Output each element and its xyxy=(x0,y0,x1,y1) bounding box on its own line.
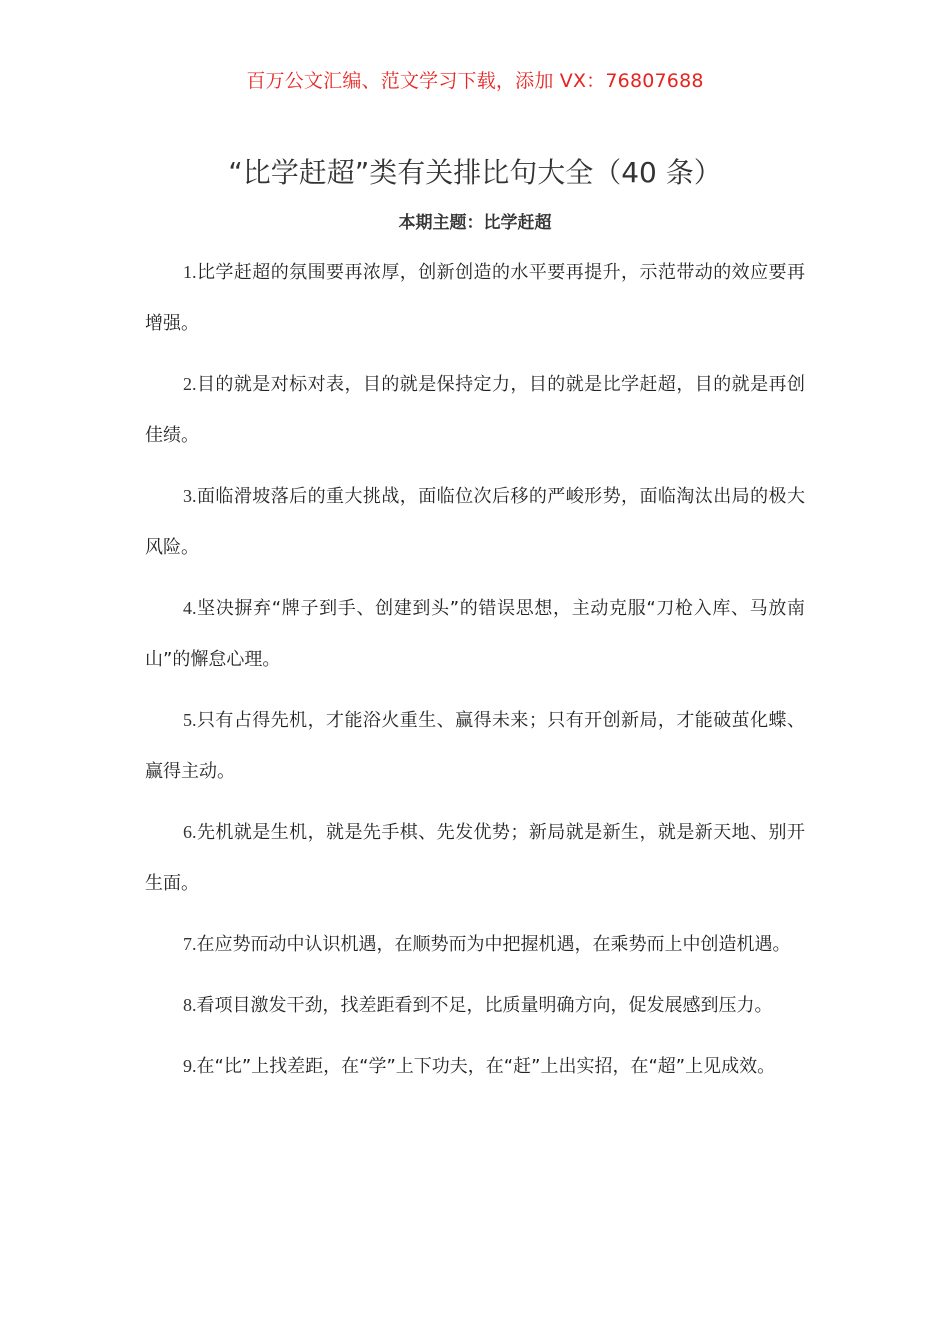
list-item xyxy=(145,471,805,573)
item-number: 5. xyxy=(183,710,197,730)
list-item xyxy=(145,919,805,970)
item-text: 只有占得先机，才能浴火重生、赢得未来；只有开创新局，才能破茧化蝶、赢得主动。 xyxy=(145,710,805,782)
item-number: 2. xyxy=(183,374,197,394)
item-number: 4. xyxy=(183,598,197,618)
document-body xyxy=(145,247,805,1102)
list-item xyxy=(145,247,805,349)
item-text: 比学赶超的氛围要再浓厚，创新创造的水平要再提升，示范带动的效应要再增强。 xyxy=(145,262,805,334)
item-number: 1. xyxy=(183,262,197,282)
list-item xyxy=(145,980,805,1031)
item-text: 看项目激发干劲，找差距看到不足，比质量明确方向，促发展感到压力。 xyxy=(196,995,773,1016)
promo-banner: 百万公文汇编、范文学习下载，添加 VX：76807688 xyxy=(246,70,704,92)
item-number: 8. xyxy=(183,995,197,1015)
item-number: 9. xyxy=(183,1056,197,1076)
item-text: 面临滑坡落后的重大挑战，面临位次后移的严峻形势，面临淘汰出局的极大风险。 xyxy=(145,486,805,558)
item-number: 7. xyxy=(183,934,197,954)
item-number: 6. xyxy=(183,822,197,842)
item-text: 目的就是对标对表，目的就是保持定力，目的就是比学赶超，目的就是再创佳绩。 xyxy=(145,374,805,446)
list-item xyxy=(145,583,805,685)
list-item xyxy=(145,359,805,461)
item-text: 坚决摒弃“牌子到手、创建到头”的错误思想，主动克服“刀枪入库、马放南山”的懈怠心理。 xyxy=(145,598,805,670)
document-subtitle: 本期主题：比学赶超 xyxy=(398,213,552,233)
item-text: 在应势而动中认识机遇，在顺势而为中把握机遇，在乘势而上中创造机遇。 xyxy=(196,934,791,955)
list-item xyxy=(145,695,805,797)
item-number: 3. xyxy=(183,486,197,506)
document-title: “比学赶超”类有关排比句大全（40 条） xyxy=(228,156,722,189)
item-text: 在“比”上找差距，在“学”上下功夫，在“赶”上出实招，在“超”上见成效。 xyxy=(196,1056,776,1077)
list-item xyxy=(145,807,805,909)
list-item xyxy=(145,1041,805,1092)
item-text: 先机就是生机，就是先手棋、先发优势；新局就是新生，就是新天地、别开生面。 xyxy=(145,822,805,894)
